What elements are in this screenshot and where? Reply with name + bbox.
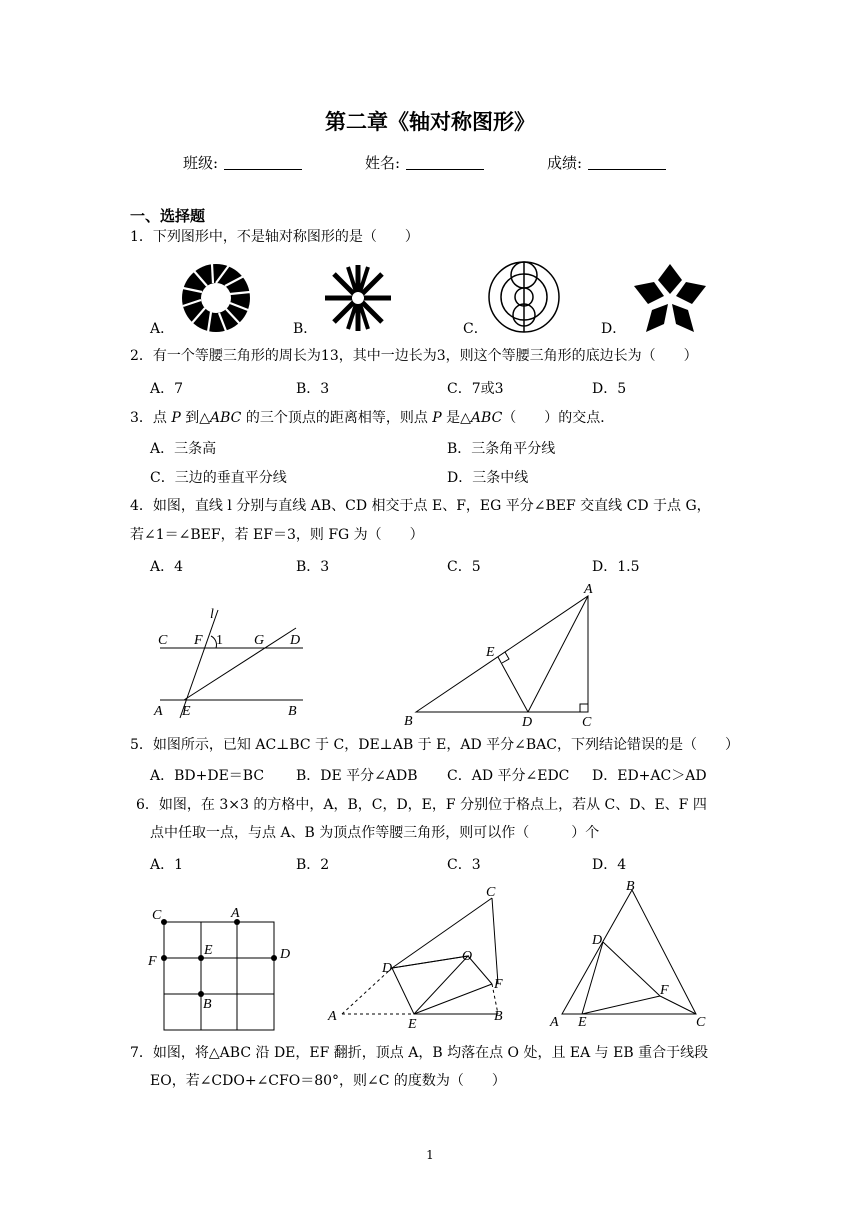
fig4-label-a: A — [154, 704, 163, 719]
q3-option-c[interactable]: C．三边的垂直平分线 — [150, 470, 287, 486]
q4-figure — [148, 600, 318, 725]
q2-option-b[interactable]: B．3 — [296, 381, 330, 397]
question-1: 1．下列图形中，不是轴对称图形的是（ ） — [130, 229, 419, 245]
q5-option-c[interactable]: C．AD 平分∠EDC — [447, 768, 570, 784]
q6-option-d[interactable]: D．4 — [592, 857, 627, 873]
q3-option-a[interactable]: A．三条高 — [150, 441, 217, 457]
q6-option-b[interactable]: B．2 — [296, 857, 330, 873]
fig5-label-a: A — [584, 582, 593, 597]
fig6-label-e: E — [204, 943, 213, 958]
name-blank[interactable] — [406, 155, 484, 170]
fig7a-label-d: D — [382, 961, 393, 976]
fig4-label-f: F — [194, 633, 203, 648]
fig6-label-d: D — [280, 947, 291, 962]
fig7b-label-e: E — [578, 1015, 587, 1030]
q7-fold-figure — [322, 884, 522, 1032]
fig7b-label-c: C — [696, 1015, 706, 1030]
fig7a-label-b: B — [494, 1009, 503, 1024]
fig5-label-e: E — [486, 645, 495, 660]
q1-figure-c-circles — [487, 260, 561, 334]
q1-figure-a-spiral — [178, 262, 254, 334]
question-3: 3．点 P 到△ABC 的三个顶点的距离相等，则点 P 是△ABC（ ）的交点． — [130, 410, 615, 426]
q2-option-c[interactable]: C．7或3 — [447, 381, 504, 397]
question-7-line-2: EO，若∠CDO+∠CFO＝80°，则∠C 的度数为（ ） — [150, 1073, 506, 1089]
q1-figure-b-asterisk — [320, 262, 396, 334]
question-2: 2．有一个等腰三角形的周长为13，其中一边长为3，则这个等腰三角形的底边长为（ ） — [130, 348, 698, 364]
q5-option-a[interactable]: A．BD+DE＝BC — [150, 768, 265, 784]
q5-option-b[interactable]: B．DE 平分∠ADB — [296, 768, 418, 784]
q6-grid-figure — [144, 902, 304, 1040]
fig7b-label-b: B — [626, 879, 635, 894]
fig4-label-b: B — [288, 704, 297, 719]
class-blank[interactable] — [224, 155, 302, 170]
question-6-line-2: 点中任取一点，与点 A、B 为顶点作等腰三角形，则可以作（ ）个 — [150, 825, 600, 841]
q3-option-d[interactable]: D．三条中线 — [447, 470, 529, 486]
fig7b-label-d: D — [592, 933, 603, 948]
fig7a-label-e: E — [408, 1017, 417, 1032]
fig6-label-f: F — [148, 954, 157, 969]
fig6-label-a: A — [231, 906, 240, 921]
fig4-label-g: G — [254, 633, 265, 648]
fig4-label-1: 1 — [216, 633, 223, 648]
fig7a-label-o: O — [462, 949, 473, 964]
fig7a-label-a: A — [328, 1009, 337, 1024]
name-field — [365, 152, 484, 173]
question-6-line-1: 6．如图，在 3×3 的方格中，A，B，C，D，E，F 分别位于格点上，若从 C、D、E、F 四 — [136, 797, 707, 813]
fig4-label-d: D — [290, 633, 301, 648]
q4-option-a[interactable]: A．4 — [150, 559, 184, 575]
class-field — [183, 152, 302, 173]
fig5-label-b: B — [404, 714, 413, 728]
q4-option-d[interactable]: D．1.5 — [592, 559, 640, 575]
fig7b-label-a: A — [550, 1015, 559, 1030]
q4-option-c[interactable]: C．5 — [447, 559, 481, 575]
question-5: 5．如图所示，已知 AC⊥BC 于 C，DE⊥AB 于 E，AD 平分∠BAC，下列结论错误的是（ ） — [130, 737, 739, 753]
fig5-label-c: C — [582, 715, 592, 728]
score-field — [547, 152, 666, 173]
fig6-label-c: C — [152, 908, 162, 923]
score-blank[interactable] — [588, 155, 666, 170]
name-label: 姓名: — [365, 154, 401, 172]
page-number: 1 — [426, 1148, 434, 1162]
q7-triangle-figure — [546, 878, 716, 1032]
fig4-label-e: E — [182, 704, 191, 719]
fig7a-label-f: F — [494, 977, 503, 992]
score-label: 成绩: — [547, 154, 583, 172]
fig4-label-l: l — [210, 607, 214, 622]
fig7b-label-f: F — [660, 983, 669, 998]
section-heading: 一、选择题 — [130, 207, 206, 225]
q6-option-c[interactable]: C．3 — [447, 857, 481, 873]
page-title: 第二章《轴对称图形》 — [325, 110, 535, 134]
q6-option-a[interactable]: A．1 — [150, 857, 184, 873]
q2-option-a[interactable]: A．7 — [150, 381, 184, 397]
q1-option-a[interactable]: A． — [150, 321, 175, 337]
question-4-line-1: 4．如图，直线 l 分别与直线 AB、CD 相交于点 E、F，EG 平分∠BEF 交直线 CD 于点 G， — [130, 498, 711, 514]
fig5-label-d: D — [522, 715, 533, 728]
q4-option-b[interactable]: B．3 — [296, 559, 330, 575]
q5-figure — [398, 580, 608, 728]
fig7a-label-c: C — [486, 885, 496, 900]
q5-option-d[interactable]: D．ED+AC＞AD — [592, 768, 707, 784]
q1-figure-d-star — [630, 262, 710, 334]
q1-option-c[interactable]: C． — [463, 321, 488, 337]
q1-option-b[interactable]: B． — [293, 321, 318, 337]
q2-option-d[interactable]: D．5 — [592, 381, 627, 397]
question-7-line-1: 7．如图，将△ABC 沿 DE，EF 翻折，顶点 A，B 均落在点 O 处，且 EA 与 EB 重合于线段 — [130, 1045, 709, 1061]
q3-option-b[interactable]: B．三条角平分线 — [447, 441, 556, 457]
question-4-line-2: 若∠1＝∠BEF，若 EF＝3，则 FG 为（ ） — [130, 527, 424, 543]
fig4-label-c: C — [158, 633, 168, 648]
q1-option-d[interactable]: D． — [601, 321, 627, 337]
fig6-label-b: B — [203, 997, 212, 1012]
class-label: 班级: — [183, 154, 219, 172]
